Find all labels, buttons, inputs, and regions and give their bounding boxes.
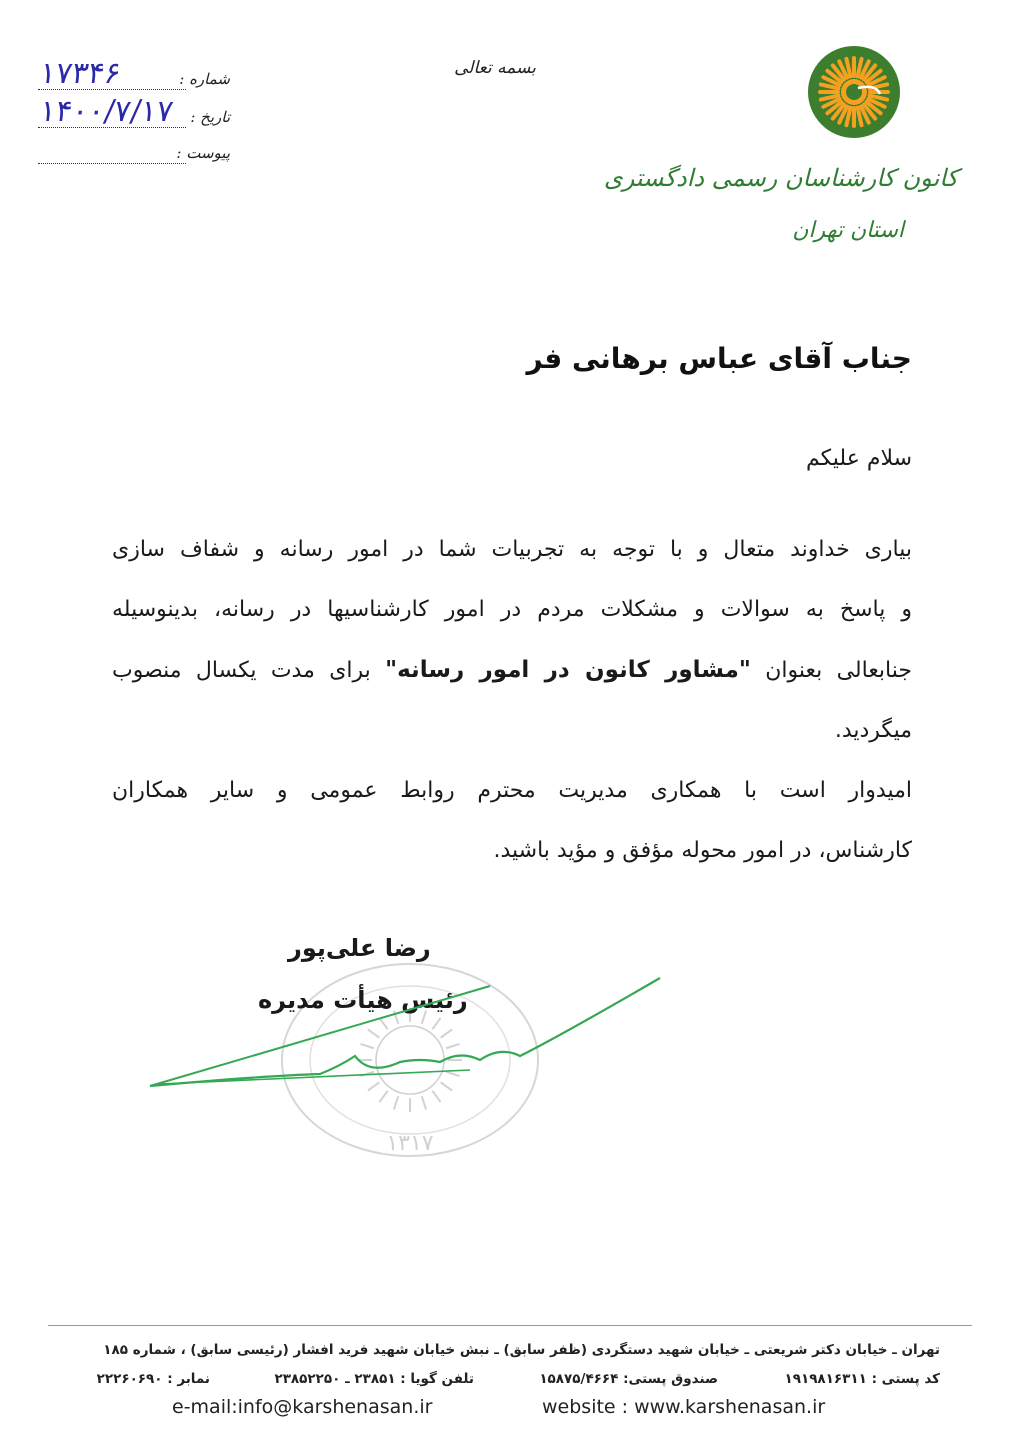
bismillah: بسمه تعالی [454, 58, 536, 78]
appointment-title: "مشاور کانون در امور رسانه" [385, 657, 751, 683]
appointment-suffix: برای مدت یکسال منصوب [112, 658, 386, 683]
organization-name: کانون کارشناسان رسمی دادگستری [603, 164, 958, 192]
signer-name: رضا علی‌پور [288, 934, 431, 962]
footer-email[interactable]: e-mail:info@karshenasan.ir [172, 1396, 433, 1418]
organization-logo [806, 44, 902, 140]
attachment-dots [38, 163, 186, 164]
footer-postal-code: کد پستی : ۱۹۱۹۸۱۶۳۱۱ [784, 1371, 940, 1387]
body-line-appointment [112, 640, 912, 701]
footer-website[interactable]: website : www.karshenasan.ir [542, 1396, 826, 1418]
attachment-label: پیوست : [176, 144, 230, 162]
body-line: میگردید. [834, 718, 912, 743]
footer-phone: تلفن گویا : ۲۳۸۵۱ ـ ۲۳۸۵۲۲۵۰ [274, 1371, 474, 1387]
letter-date: ۱۴۰۰/۷/۱۷ [37, 94, 176, 129]
handwritten-signature [140, 966, 670, 1096]
body-line: امیدوار است با همکاری مدیریت محترم روابط عمومی و سایر همکاران [112, 778, 912, 803]
footer-fax: نمابر : ۲۲۲۶۰۶۹۰ [96, 1371, 210, 1387]
date-row [30, 94, 230, 134]
number-label: شماره : [179, 70, 230, 88]
body-line: کارشناس، در امور محوله مؤفق و مؤید باشید. [493, 838, 912, 863]
stamp-number: ۱۳۱۷ [386, 1131, 434, 1156]
organization-province: استان تهران [792, 218, 904, 243]
body-line: و پاسخ به سوالات و مشکلات مردم در امور کارشناسیها در رسانه، بدینوسیله [112, 597, 912, 622]
recipient: جناب آقای عباس برهانی فر [526, 342, 912, 375]
date-label: تاریخ : [190, 108, 230, 126]
signer-title: رئیس هیأت مدیره [258, 986, 468, 1014]
attachment-row [30, 140, 230, 170]
number-row [30, 56, 230, 96]
footer-address: تهران ـ خیابان دکتر شریعتی ـ خیابان شهید دستگردی (ظفر سابق) ـ نبش خیابان شهید فرید افشار (رئیسی سابق) ، شماره ۱۸۵ [103, 1342, 940, 1358]
body-line: بیاری خداوند متعال و با توجه به تجربیات شما در امور رسانه و شفاف سازی [112, 537, 912, 562]
greeting: سلام علیکم [805, 446, 912, 471]
letter-body [112, 520, 912, 881]
footer-po-box: صندوق پستی: ۱۵۸۷۵/۴۶۶۴ [539, 1371, 718, 1387]
footer-divider [48, 1325, 972, 1326]
letter-number: ۱۷۳۴۶ [37, 56, 124, 91]
appointment-prefix: جنابعالی بعنوان [750, 658, 912, 683]
